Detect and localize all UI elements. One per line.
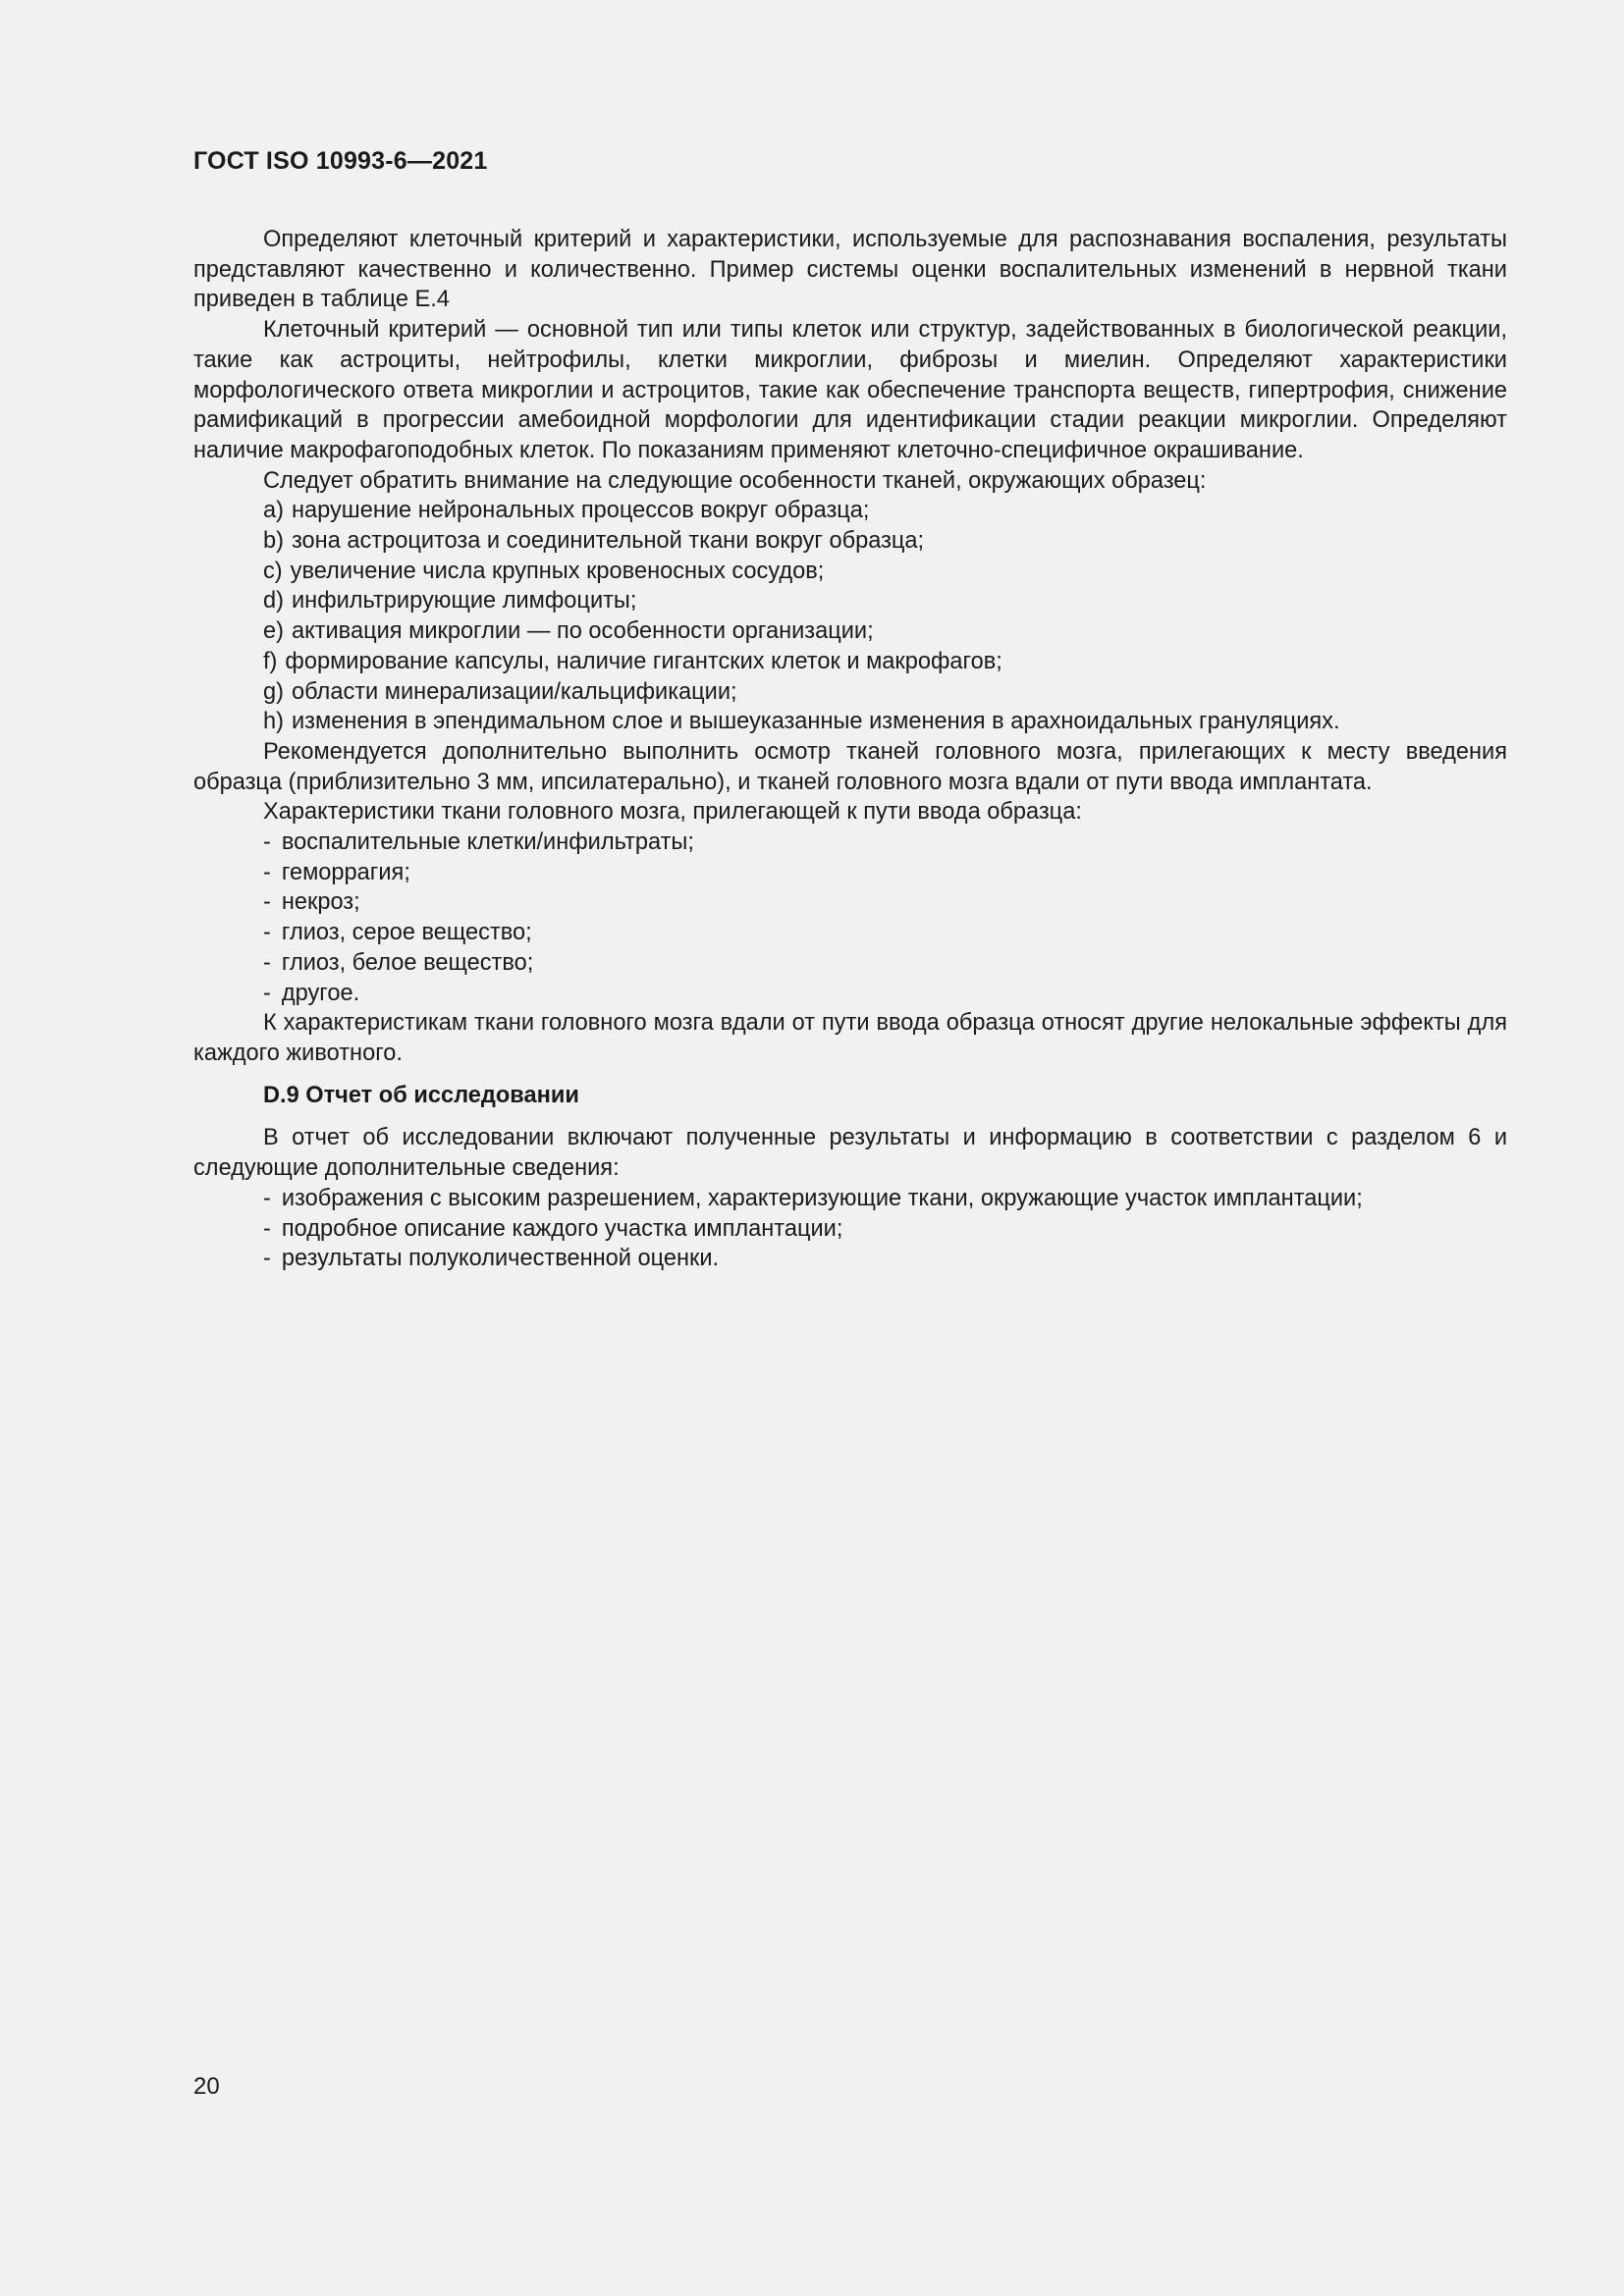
list-item [193, 707, 1507, 737]
list-item [193, 828, 1507, 858]
list-item-text: результаты полуколичественной оценки. [281, 1246, 720, 1272]
list-item-text: некроз; [281, 889, 360, 916]
report-contents-list [193, 1184, 1507, 1274]
list-item-text: нарушение нейрональных процессов вокруг образца; [291, 498, 870, 524]
paragraph-adjacent-characteristics-intro: Характеристики ткани головного мозга, прилегающей к пути ввода образца: [263, 799, 1082, 826]
list-marker: - [263, 920, 271, 946]
list-item [193, 616, 1507, 647]
list-item [193, 586, 1507, 616]
list-marker: - [263, 1215, 271, 1242]
list-item-text: воспалительные клетки/инфильтраты; [281, 829, 694, 856]
section-heading-d9: D.9 Отчет об исследовании [263, 1082, 579, 1108]
paragraph-cellular-criterion-definition: Клеточный критерий — основной тип или типы клеток или структур, задействованных в биологической реакции, такие как астроциты, нейтрофилы, клетки микроглии, фиброзы и миелин. Определяют характеристики морфологического ответа микроглии и астроцитов, такие как обеспечение транспорта веществ, гипертрофия, снижение рамификаций в прогрессии амебоидной морфологии для идентификации стадии реакции микроглии. Определяют наличие макрофагоподобных клеток. По показаниям применяют клеточно-специфичное окрашивание. [193, 317, 1507, 463]
paragraph-additional-inspection: Рекомендуется дополнительно выполнить осмотр тканей головного мозга, прилегающих к месту введения образца (приблизительно 3 мм, ипсилатерально), и тканей головного мозга вдали от пути ввода имплантата. [193, 738, 1507, 795]
list-item [193, 1184, 1507, 1214]
paragraph-tissue-features-intro: Следует обратить внимание на следующие особенности тканей, окружающих образец: [263, 467, 1207, 494]
list-marker: - [263, 859, 271, 885]
list-marker: - [263, 949, 271, 976]
document-page [193, 0, 1507, 2296]
list-marker: g) [263, 678, 284, 705]
list-item [193, 918, 1507, 948]
list-marker: e) [263, 618, 284, 645]
list-item-text: геморрагия; [281, 859, 410, 885]
list-marker: - [263, 829, 271, 856]
list-item-text: инфильтрирующие лимфоциты; [291, 588, 637, 614]
list-item [193, 1214, 1507, 1245]
list-item [193, 1244, 1507, 1274]
document-body [193, 225, 1507, 1274]
list-marker: - [263, 1246, 271, 1272]
list-marker: f) [263, 648, 278, 674]
paragraph-distant-effects: К характеристикам ткани головного мозга вдали от пути ввода образца относят другие нелокальные эффекты для каждого животного. [193, 1010, 1507, 1066]
list-item-text: формирование капсулы, наличие гигантских клеток и макрофагов; [285, 648, 1002, 674]
list-item-text: глиоз, серое вещество; [281, 920, 532, 946]
list-item-text: другое. [281, 980, 360, 1006]
list-marker: a) [263, 498, 284, 524]
list-item-text: изображения с высоким разрешением, характеризующие ткани, окружающие участок имплантации; [281, 1185, 1363, 1211]
list-marker: c) [263, 558, 283, 584]
list-item [193, 948, 1507, 979]
list-item [193, 557, 1507, 587]
list-marker: d) [263, 588, 284, 614]
paragraph-report-contents: В отчет об исследовании включают полученные результаты и информацию в соответствии с разделом 6 и следующие дополнительные сведения: [193, 1125, 1507, 1182]
page-number: 20 [193, 2073, 220, 2100]
list-item [193, 496, 1507, 526]
list-marker: - [263, 1185, 271, 1211]
document-code-header: ГОСТ ISO 10993-6—2021 [193, 147, 488, 175]
list-item-text: активация микроглии — по особенности организации; [291, 618, 874, 645]
list-item [193, 858, 1507, 888]
list-item-text: подробное описание каждого участка имплантации; [281, 1215, 843, 1242]
list-item-text: области минерализации/кальцификации; [291, 678, 737, 705]
list-item [193, 647, 1507, 677]
list-marker: - [263, 980, 271, 1006]
list-marker: b) [263, 528, 284, 555]
adjacent-characteristics-list [193, 828, 1507, 1008]
list-item [193, 677, 1507, 708]
list-item-text: увеличение числа крупных кровеносных сосудов; [290, 558, 825, 584]
list-item-text: изменения в эпендимальном слое и вышеуказанные изменения в арахноидальных грануляциях. [291, 709, 1340, 735]
list-marker: h) [263, 709, 284, 735]
list-item [193, 979, 1507, 1009]
list-item [193, 526, 1507, 557]
list-item [193, 887, 1507, 918]
paragraph-cellular-criterion-intro: Определяют клеточный критерий и характеристики, используемые для распознавания воспаления, результаты представляют качественно и количественно. Пример системы оценки воспалительных изменений в нервной ткани приведен в таблице Е.4 [193, 227, 1507, 313]
tissue-features-list [193, 496, 1507, 737]
list-item-text: глиоз, белое вещество; [281, 949, 534, 976]
list-item-text: зона астроцитоза и соединительной ткани вокруг образца; [291, 528, 925, 555]
list-marker: - [263, 889, 271, 916]
